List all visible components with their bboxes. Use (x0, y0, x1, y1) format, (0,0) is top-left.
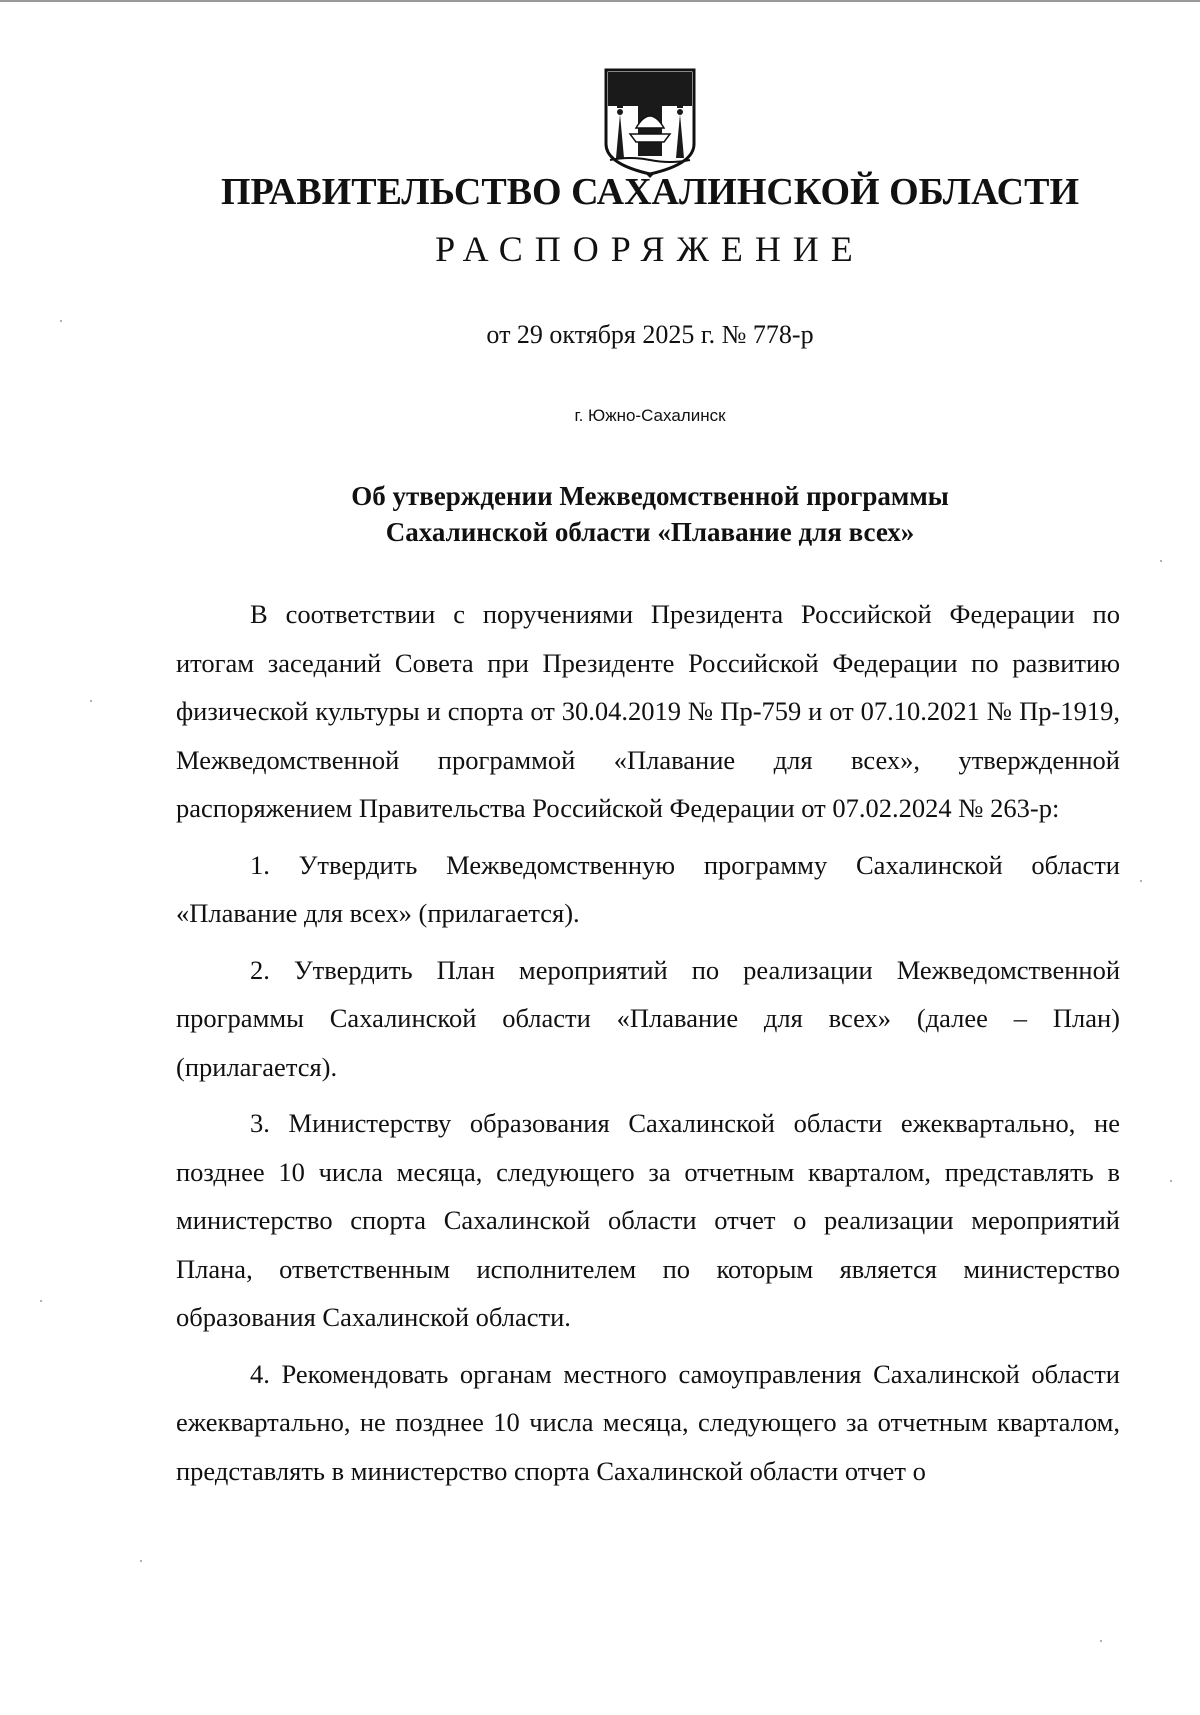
paragraph-item-3: 3. Министерству образования Сахалинской области ежеквартально, не позднее 10 числа месяца, следующего за отчетным кварталом, представлять в министерство спорта Сахалинской области отчет о реализации мероприятий Плана, ответственным исполнителем по которым является министерство образования Сахалинской области. (176, 1108, 1120, 1332)
scan-speck (90, 700, 92, 702)
subject-line-2: Сахалинской области «Плавание для всех» (385, 517, 915, 547)
scan-speck (140, 1560, 142, 1562)
subject-line-1: Об утверждении Межведомственной программы (351, 481, 949, 511)
paragraph-preamble: В соответствии с поручениями Президента Российской Федерации по итогам заседаний Совета при Президенте Российской Федерации по развитию физической культуры и спорта от 30.04.2019 № Пр-759 и от 07.10.2021 № Пр-1919, Межведомственной программой «Плавание для всех», утвержденной распоряжением Правительства Российской Федерации от 07.02.2024 № 263-р: (176, 599, 1120, 823)
scan-speck (60, 320, 62, 322)
paragraph-item-4: 4. Рекомендовать органам местного самоуправления Сахалинской области ежеквартально, не позднее 10 числа месяца, следующего за отчетным кварталом, представлять в министерство спорта Сахалинской области отчет о (176, 1358, 1120, 1486)
document-body (176, 590, 1120, 1495)
document-subject (0, 478, 1200, 550)
paragraph-item-1: 1. Утвердить Межведомственную программу Сахалинской области «Плавание для всех» (прилагается). (176, 849, 1120, 928)
scan-speck (1100, 1640, 1102, 1642)
government-title: ПРАВИТЕЛЬСТВО САХАЛИНСКОЙ ОБЛАСТИ (220, 171, 1080, 213)
document-type: РАСПОРЯЖЕНИЕ (435, 229, 865, 269)
paragraph-item-2: 2. Утвердить План мероприятий по реализации Межведомственной программы Сахалинской области «Плавание для всех» (далее – План) (прилагается). (176, 954, 1120, 1082)
sakhalin-coat-of-arms-icon (600, 64, 700, 178)
scan-speck (40, 1300, 42, 1302)
scan-speck (1140, 880, 1142, 882)
scan-speck (1170, 1180, 1172, 1182)
document-city: г. Южно-Сахалинск (574, 406, 726, 425)
scan-speck (1160, 560, 1162, 562)
document-date-number: от 29 октября 2025 г. № 778-р (486, 320, 814, 349)
scan-top-edge (0, 0, 1200, 2)
